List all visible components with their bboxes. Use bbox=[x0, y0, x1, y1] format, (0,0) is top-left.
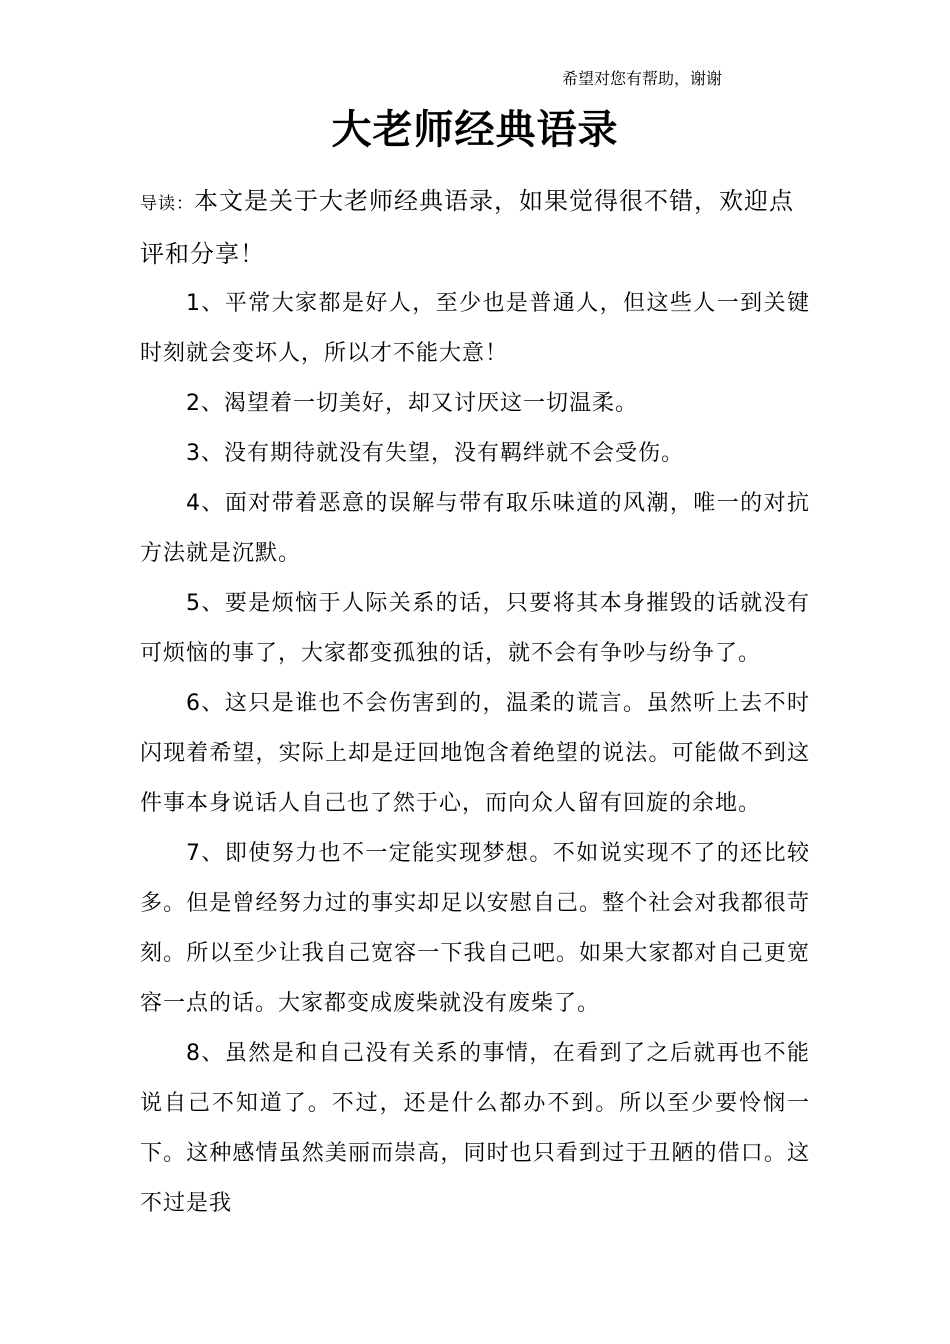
quote-paragraph-7: 7、即使努力也不一定能实现梦想。不如说实现不了的还比较多。但是曾经努力过的事实却足以安慰自己。整个社会对我都很苛刻。所以至少让我自己宽容一下我自己吧。如果大家都对自己更宽容一点的话。大家都变成废柴就没有废柴了。 bbox=[140, 841, 810, 1016]
document-body bbox=[140, 176, 810, 1229]
intro-text: 本文是关于大老师经典语录，如果觉得很不错，欢迎点评和分享！ bbox=[140, 187, 794, 268]
quote-paragraph-4: 4、面对带着恶意的误解与带有取乐味道的风潮，唯一的对抗方法就是沉默。 bbox=[140, 491, 810, 566]
page-title: 大老师经典语录 bbox=[331, 107, 619, 153]
quote-paragraph-5: 5、要是烦恼于人际关系的话，只要将其本身摧毁的话就没有可烦恼的事了，大家都变孤独的话，就不会有争吵与纷争了。 bbox=[140, 591, 810, 666]
quote-paragraph-2: 2、渴望着一切美好，却又讨厌这一切温柔。 bbox=[186, 391, 638, 416]
quote-paragraph-3: 3、没有期待就没有失望，没有羁绊就不会受伤。 bbox=[186, 441, 684, 466]
quote-paragraph-1: 1、平常大家都是好人，至少也是普通人，但这些人一到关键时刻就会变坏人，所以才不能大意！ bbox=[140, 291, 810, 366]
quote-paragraph-6: 6、这只是谁也不会伤害到的，温柔的谎言。虽然听上去不时闪现着希望，实际上却是迂回地饱含着绝望的说法。可能做不到这件事本身说话人自己也了然于心，而向众人留有回旋的余地。 bbox=[140, 691, 810, 816]
quote-paragraph-8: 8、虽然是和自己没有关系的事情，在看到了之后就再也不能说自己不知道了。不过，还是什么都办不到。所以至少要怜悯一下。这种感情虽然美丽而崇高，同时也只看到过于丑陋的借口。这不过是我 bbox=[140, 1041, 810, 1216]
intro-label: 导读： bbox=[140, 194, 194, 214]
header-note: 希望对您有帮助，谢谢 bbox=[562, 69, 723, 88]
intro-paragraph bbox=[140, 176, 810, 279]
